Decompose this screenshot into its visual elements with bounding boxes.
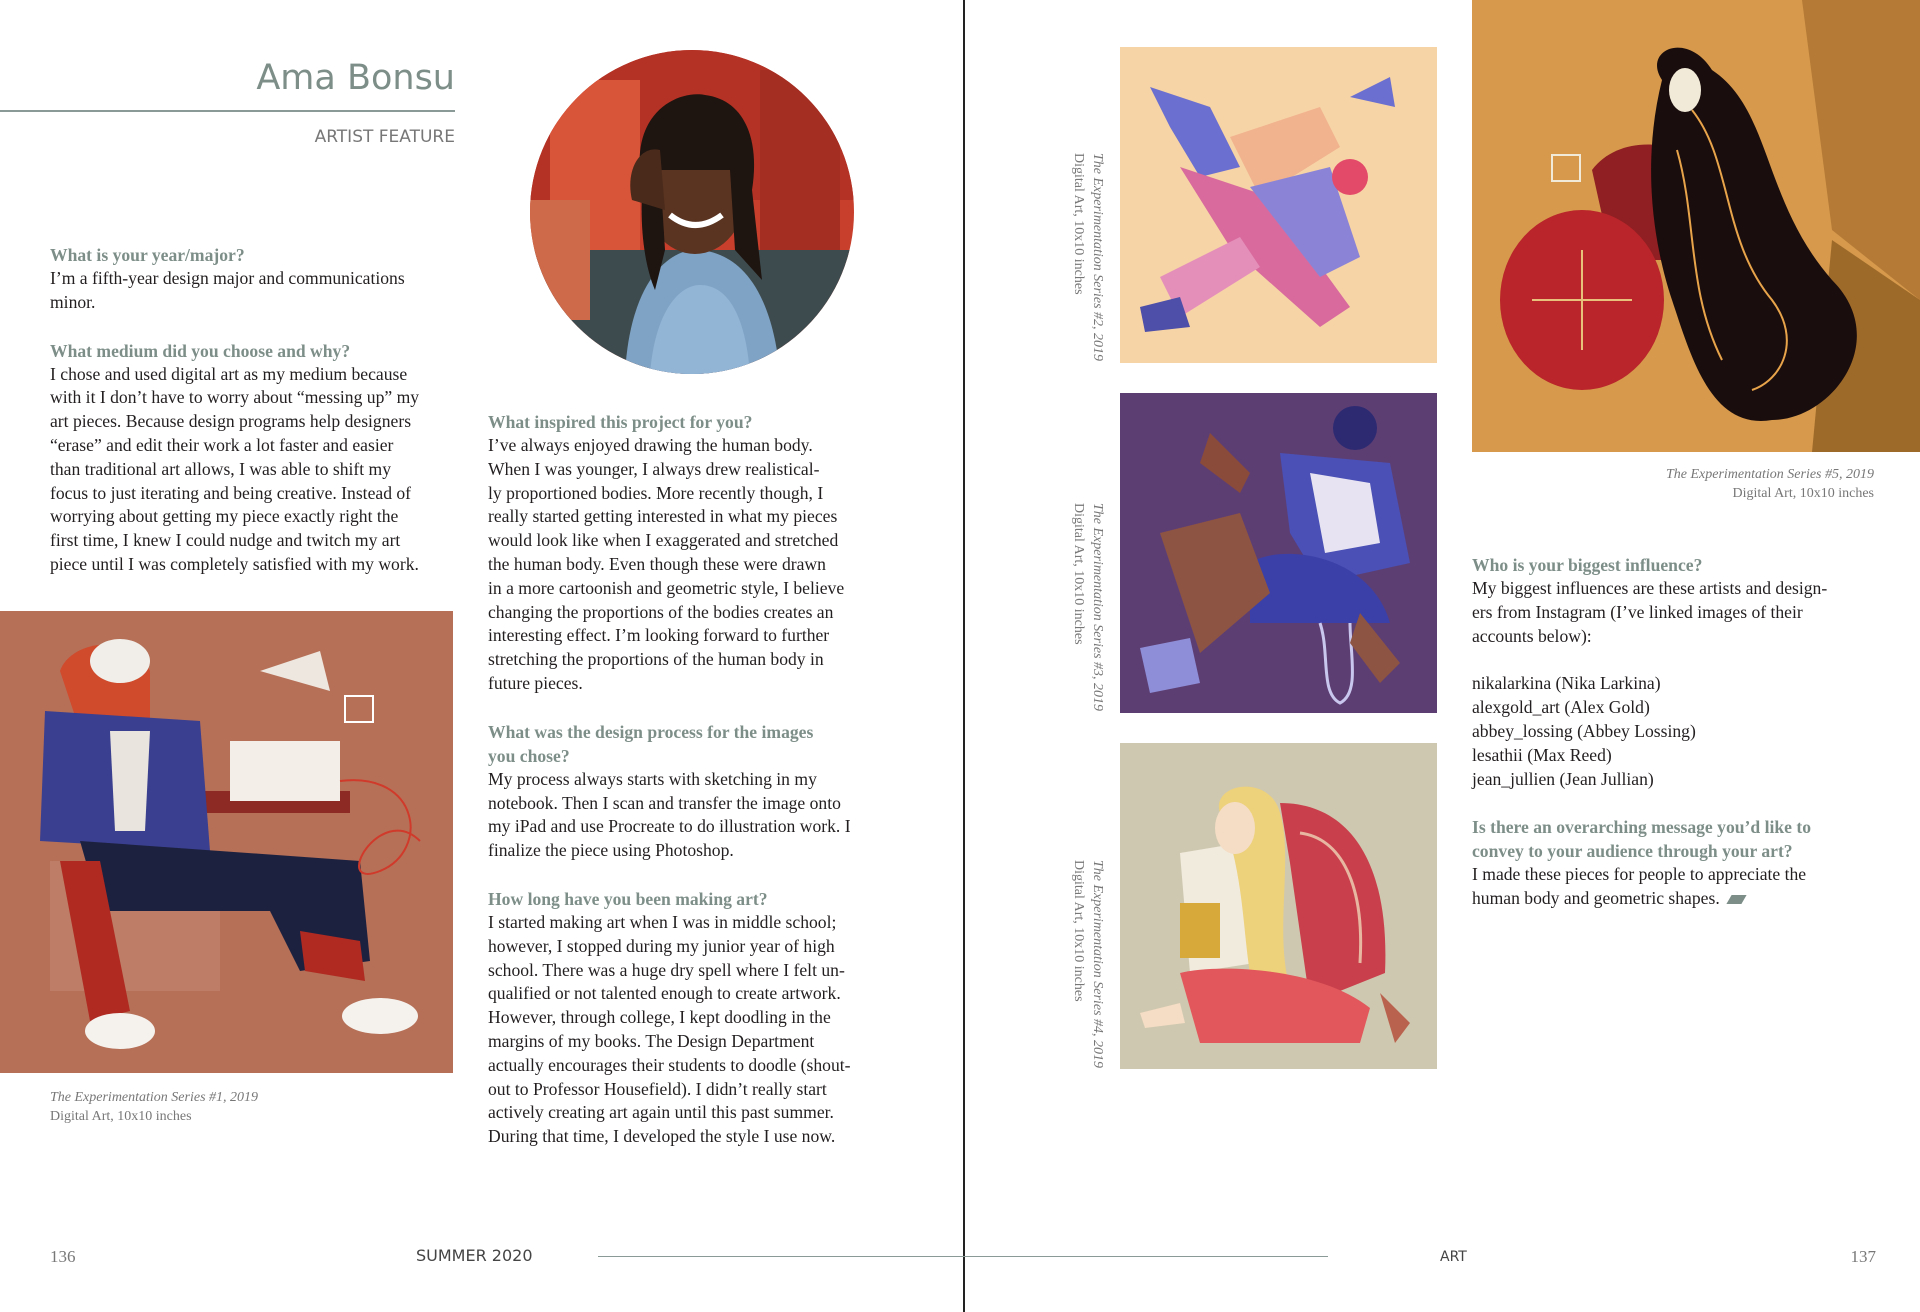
- question: What is your year/major?: [50, 245, 245, 265]
- influence-item: alexgold_art (Alex Gold): [1472, 697, 1650, 718]
- influence-item: abbey_lossing (Abbey Lossing): [1472, 720, 1696, 741]
- artwork-details: Digital Art, 10x10 inches: [1071, 503, 1086, 645]
- qa-item-inspiration: [488, 410, 908, 696]
- artwork-4-image: [1120, 743, 1437, 1069]
- influence-item: lesathii (Max Reed): [1472, 744, 1612, 765]
- question: Is there an overarching message you’d like to convey to your audience through your art?: [1472, 817, 1811, 862]
- left-page-number: 136: [50, 1247, 76, 1266]
- qa-column-left: [50, 243, 460, 577]
- artwork-details: Digital Art, 10x10 inches: [1071, 860, 1086, 1002]
- influence-item: jean_jullien (Jean Jullian): [1472, 768, 1654, 789]
- question: What inspired this project for you?: [488, 412, 753, 432]
- question: What was the design process for the images you chose?: [488, 721, 814, 766]
- artwork-title: The Experimentation Series #4, 2019: [1090, 860, 1105, 1069]
- footer-section: ART: [1440, 1249, 1467, 1265]
- question: How long have you been making art?: [488, 888, 768, 909]
- artwork-5-caption: [1520, 465, 1874, 503]
- artwork-details: Digital Art, 10x10 inches: [1732, 486, 1874, 501]
- right-page-number: 137: [1850, 1247, 1876, 1266]
- artwork-5-image: [1472, 0, 1920, 452]
- artwork-3-image: [1120, 393, 1437, 713]
- question: Who is your biggest influence?: [1472, 555, 1703, 575]
- influence-item: nikalarkina (Nika Larkina): [1472, 673, 1661, 694]
- artist-portrait: [530, 50, 854, 374]
- section-label: ARTIST FEATURE: [314, 127, 455, 147]
- answer: I started making art when I was in middle school; however, I stopped during my junior year of high school. There was a huge dry spell where I felt un- qualified or not talented enough to create artwork. However, through college, I kept doodling in the margins of my books. The Design Department actually encourages their students to doodle (shout- out to Professor Housefield). I didn’t really start actively creating art again until this past summer. During that time, I developed the style I use now.: [488, 911, 851, 1147]
- artwork-4-caption: [1069, 860, 1107, 1190]
- artwork-2-caption: [1069, 153, 1107, 483]
- qa-item-medium: [50, 339, 460, 577]
- answer: My biggest influences are these artists and design- ers from Instagram (I’ve linked images of their accounts below):: [1472, 578, 1828, 646]
- spine-divider: [963, 0, 965, 1312]
- qa-item-message: [1472, 815, 1902, 911]
- answer: I’ve always enjoyed drawing the human body. When I was younger, I always drew realistical- ly proportioned bodies. More recently though, I really started getting interested in what my pieces would look like when I exaggerated and stretched the human body. Even though these were drawn in a more cartoonish and geometric style, I believe changing the proportions of the bodies creates an interesting effect. I’m looking forward to further stretching the proportions of the human body in future pieces.: [488, 435, 845, 693]
- artwork-1-caption: [50, 1088, 430, 1126]
- answer: I chose and used digital art as my medium because with it I don’t have to worry about “messing up” my art pieces. Because design programs help designers “erase” and edit their work a lot faster and easier than traditional art allows, I was able to shift my focus to just iterating and being creative. Instead of worrying about getting my piece exactly right the first time, I knew I could nudge and twitch my art piece until I was completely satisfied with my work.: [50, 363, 420, 574]
- answer-text: I made these pieces for people to appreciate the human body and geometric shapes.: [1472, 864, 1807, 909]
- answer: [1472, 863, 1902, 911]
- qa-item-year: [50, 243, 460, 315]
- end-mark-icon: [1726, 895, 1746, 904]
- artist-name: Ama Bonsu: [256, 58, 455, 98]
- artwork-title: The Experimentation Series #2, 2019: [1090, 153, 1105, 362]
- qa-column-middle: [488, 410, 908, 1149]
- footer-rule: [598, 1256, 1328, 1257]
- qa-item-process: [488, 720, 908, 863]
- qa-item-influence: [1472, 553, 1902, 791]
- artwork-3-caption: [1069, 503, 1107, 833]
- qa-column-right: [1472, 553, 1902, 911]
- question: What medium did you choose and why?: [50, 340, 351, 361]
- artwork-details: Digital Art, 10x10 inches: [50, 1109, 192, 1124]
- footer-issue: SUMMER 2020: [416, 1246, 533, 1265]
- artwork-title: The Experimentation Series #5, 2019: [1665, 467, 1874, 482]
- artwork-2-image: [1120, 47, 1437, 363]
- header-rule: [0, 110, 455, 112]
- artwork-details: Digital Art, 10x10 inches: [1071, 153, 1086, 295]
- answer: I’m a fifth-year design major and communications minor.: [50, 268, 405, 312]
- artwork-title: The Experimentation Series #3, 2019: [1090, 503, 1105, 712]
- artwork-title: The Experimentation Series #1, 2019: [50, 1090, 259, 1105]
- artwork-1-image: [0, 611, 453, 1073]
- answer: My process always starts with sketching in my notebook. Then I scan and transfer the image onto my iPad and use Procreate to do illustration work. I finalize the piece using Photoshop.: [488, 768, 851, 861]
- qa-item-history: [488, 887, 908, 1149]
